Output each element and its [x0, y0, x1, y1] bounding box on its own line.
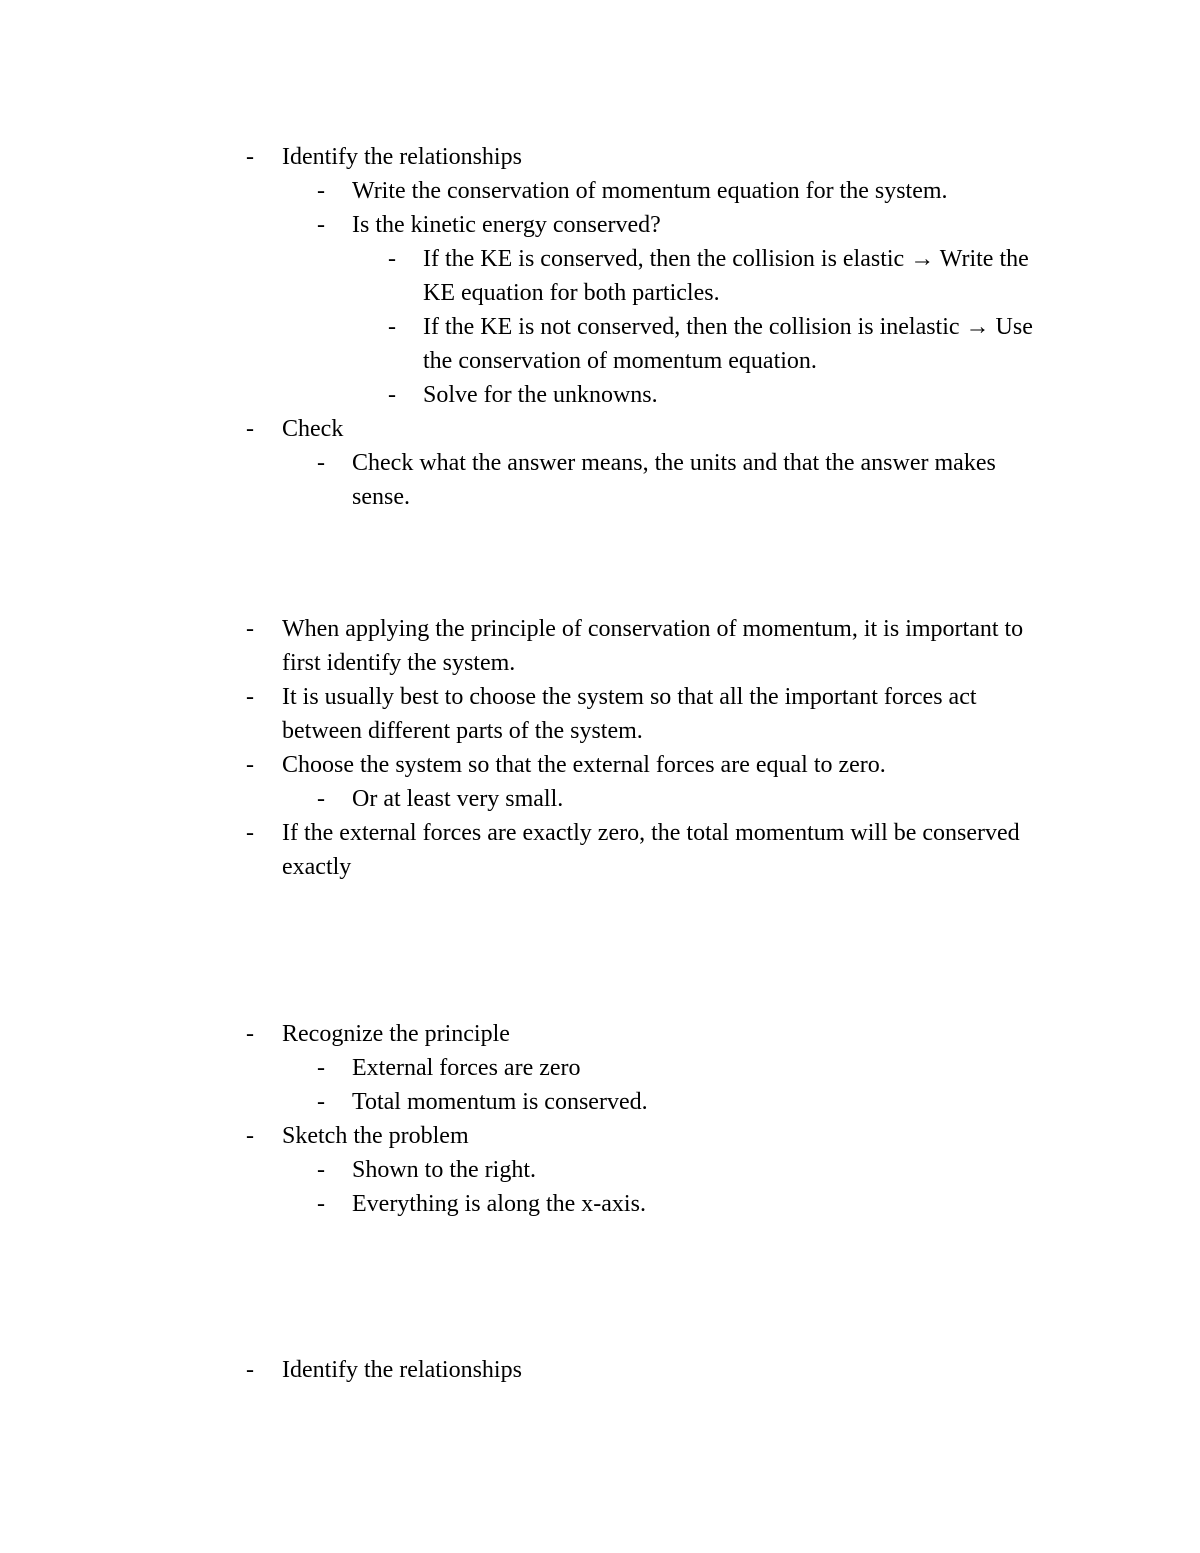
- list-item-text: If the KE is not conserved, then the collision is inelastic → Use the conservation of momentum equation.: [423, 314, 1033, 374]
- list-item: [0, 612, 1062, 680]
- list-item-text: If the KE is conserved, then the collision is elastic → Write the KE equation for both particles.: [423, 246, 1029, 306]
- list-item: [0, 140, 1062, 174]
- list-item-text: When applying the principle of conservation of momentum, it is important to first identify the system.: [282, 616, 1024, 676]
- list-item: [0, 1017, 1062, 1051]
- list-item: [0, 1153, 1052, 1187]
- bullet-dash: -: [388, 314, 396, 340]
- list-item: [0, 412, 1062, 446]
- list-item: [0, 174, 1052, 208]
- list-item: [0, 748, 1062, 782]
- list-item-text: Sketch the problem: [282, 1123, 469, 1149]
- bullet-dash: -: [246, 1123, 254, 1149]
- list-item-text: Total momentum is conserved.: [352, 1089, 648, 1115]
- list-item-text: Is the kinetic energy conserved?: [352, 212, 661, 238]
- list-item-text: Solve for the unknowns.: [423, 382, 658, 408]
- bullet-dash: -: [317, 786, 325, 812]
- list-item-text: Write the conservation of momentum equation for the system.: [352, 178, 948, 204]
- bullet-dash: -: [246, 616, 254, 642]
- list-item-text: Check: [282, 416, 344, 442]
- list-item-text: Everything is along the x-axis.: [352, 1191, 646, 1217]
- list-item: [0, 1051, 1052, 1085]
- bullet-dash: -: [246, 1357, 254, 1383]
- bullet-dash: -: [246, 144, 254, 170]
- list-item-text: Recognize the principle: [282, 1021, 510, 1047]
- list-item: [0, 680, 1062, 748]
- list-item: [0, 1187, 1052, 1221]
- list-item-text: Choose the system so that the external forces are equal to zero.: [282, 752, 886, 778]
- bullet-dash: -: [317, 1191, 325, 1217]
- bullet-dash: -: [246, 752, 254, 778]
- bullet-dash: -: [246, 1021, 254, 1047]
- list-item: [0, 1353, 1062, 1387]
- list-item: [0, 1085, 1052, 1119]
- list-item: [0, 782, 1052, 816]
- bullet-dash: -: [246, 820, 254, 846]
- list-item: [0, 208, 1052, 242]
- bullet-dash: -: [317, 212, 325, 238]
- list-item-text: Shown to the right.: [352, 1157, 536, 1183]
- bullet-dash: -: [388, 246, 396, 272]
- list-item-text: If the external forces are exactly zero, the total momentum will be conserved exactly: [282, 820, 1020, 880]
- bullet-dash: -: [317, 450, 325, 476]
- list-item: [0, 378, 1043, 412]
- list-item-text: Identify the relationships: [282, 144, 522, 170]
- bullet-dash: -: [317, 1055, 325, 1081]
- list-item-text: External forces are zero: [352, 1055, 581, 1081]
- bullet-dash: -: [317, 178, 325, 204]
- list-item-text: Check what the answer means, the units and that the answer makes sense.: [352, 450, 996, 510]
- list-item-text: Identify the relationships: [282, 1357, 522, 1383]
- list-item-text: Or at least very small.: [352, 786, 564, 812]
- list-item: [0, 310, 1043, 378]
- section-choosing-system: [0, 612, 1200, 884]
- bullet-dash: -: [317, 1157, 325, 1183]
- bullet-dash: -: [388, 382, 396, 408]
- list-item: [0, 816, 1062, 884]
- section-recognize-sketch: [0, 1017, 1200, 1221]
- list-item: [0, 1119, 1062, 1153]
- bullet-dash: -: [317, 1089, 325, 1115]
- bullet-dash: -: [246, 684, 254, 710]
- section-collision-steps: [0, 140, 1200, 514]
- section-identify-relationships: [0, 1353, 1200, 1387]
- list-item-text: It is usually best to choose the system so that all the important forces act between different parts of the system.: [282, 684, 977, 744]
- list-item: [0, 242, 1043, 310]
- bullet-dash: -: [246, 416, 254, 442]
- list-item: [0, 446, 1052, 514]
